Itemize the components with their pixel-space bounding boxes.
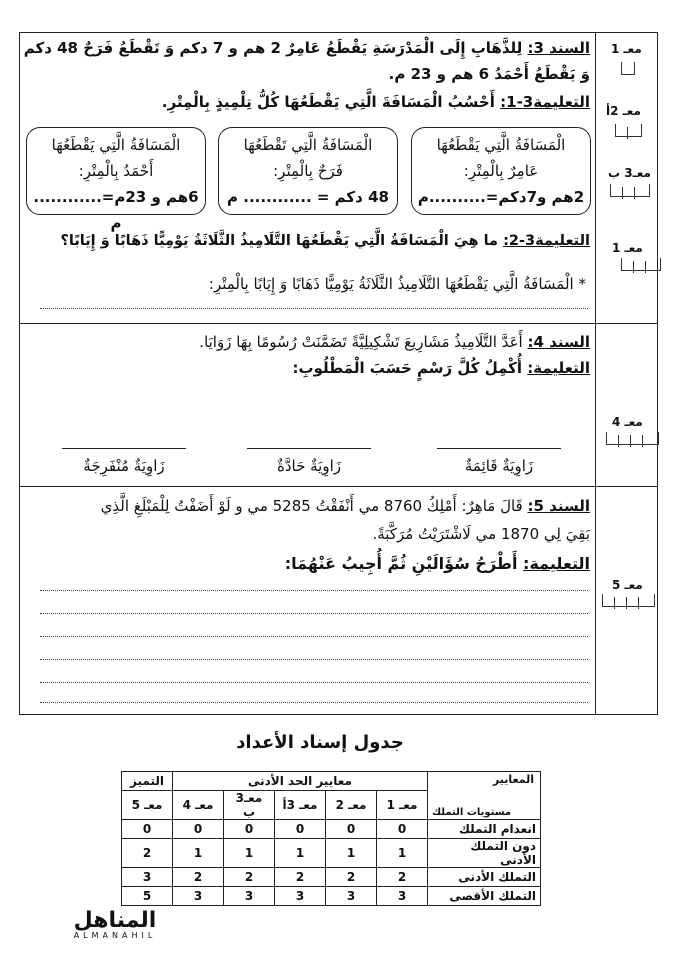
angle-label-acute: زَاوِيَةٌ حَادَّةٌ (276, 457, 342, 475)
angle-label-obtuse: زَاوِيَةٌ مُنْفَرِجَةٌ (83, 457, 165, 475)
scoring-table-title: جدول إسناد الأعداد (236, 732, 404, 753)
score-box[interactable] (606, 432, 659, 445)
score-box[interactable] (615, 124, 642, 137)
section4-line: السند 4: أَعَدَّ التَّلَامِيذُ مَشَارِيعَ تَشْكِيلِيَّةً تَضَمَّنَتْ رُسُومًا بِهَا زَوَايَا. (199, 333, 590, 351)
section4-title: السند 4: (527, 333, 590, 351)
criterion-header: معـ 5 (122, 791, 173, 820)
task32-answer-prompt: * الْمَسَافَةُ الَّتِي يَقْطَعُهَا التَّلَامِيذُ الثَّلَاثَةُ يَوْمِيًّا ذَهَابًا وَ إِيَابًا بِالْمِتْرِ: (208, 275, 586, 293)
task32: التعليمة3-2: ما هِيَ الْمَسَافَةُ الَّتِي يَقْطَعُهَا التَّلَامِيذُ الثَّلَاثَةُ يَوْمِيًّا ذَهَابًا وَ إِيَابًا؟ (60, 233, 590, 249)
criterion-header: معـ 2 (326, 791, 377, 820)
section3-line1: السند 3: لِلذَّهَابِ إِلَى الْمَدْرَسَةِ يَقْطَعُ عَامِرٌ 2 هم و 7 دكم وَ تَقْطَعُ فَرَحٌ 48 دكم (23, 39, 590, 57)
task32-label: التعليمة3-2: (503, 233, 590, 249)
table-row: التملك الأدنى 2 2 2 2 2 3 (122, 868, 541, 887)
score-box[interactable] (602, 594, 655, 607)
section4-task-label: التعليمة: (527, 359, 590, 377)
answer-line[interactable] (40, 636, 588, 637)
section5-line1: السند 5: قَالَ مَاهِرٌ: أَمْلِكُ 8760 مي أَنْفَقْتُ 5285 مي و لَوْ أَضَفْتُ لِلْمَبْلَغِ الَّذِي (100, 497, 590, 515)
distance-box-ahmed: الْمَسَافَةُ الَّتِي يَقْطَعُهَا أَحْمَدُ بِالْمِتْرِ: 6هم و 23م=............ م (26, 127, 206, 215)
criterion-label: معـ 1 (612, 241, 643, 255)
section5-title: السند 5: (527, 497, 590, 515)
criterion-label: معـ 2أ (606, 104, 641, 118)
answer-blank[interactable]: 2هم و7دكم=..........م (417, 188, 585, 206)
task31-label: التعليمة3-1: (500, 93, 590, 111)
criterion-label: معـ 5 (612, 578, 643, 592)
logo-main: المناهل (73, 908, 157, 933)
answer-blank[interactable]: 6هم و 23م=............ م (33, 188, 199, 232)
table-corner-cell: المعايير مستويات التملك (428, 772, 541, 820)
distance-box-farah: الْمَسَافَةُ الَّتِي تَقْطَعُهَا فَرَحٌ بِالْمِتْرِ: 48 دكم = ............ م (218, 127, 398, 215)
table-row: التملك الأقصى 3 3 3 3 3 5 (122, 887, 541, 906)
answer-line[interactable] (40, 659, 588, 660)
criterion-header: معـ3 ب (224, 791, 275, 820)
logo-sub: ALMANAHIL (73, 931, 157, 940)
section3-title: السند 3: (527, 39, 590, 57)
criterion-label: معـ 1 (611, 42, 642, 56)
table-row: انعدام التملك 0 0 0 0 0 0 (122, 820, 541, 839)
criterion-label: معـ 4 (612, 415, 643, 429)
table-row: دون التملك الأدنى 1 1 1 1 1 2 (122, 839, 541, 868)
score-box[interactable] (610, 184, 650, 197)
excellence-header: التميز (122, 772, 173, 791)
angle-drawing-line[interactable] (62, 448, 186, 449)
angle-label-right: زَاوِيَةٌ قَائِمَةٌ (464, 457, 534, 475)
angle-drawing-line[interactable] (437, 448, 561, 449)
angle-drawing-line[interactable] (247, 448, 371, 449)
section-divider-2 (19, 486, 658, 487)
scoring-table (121, 771, 541, 906)
section3-line2: وَ يَقْطَعُ أَحْمَدُ 6 هم و 23 م. (388, 65, 590, 83)
score-box[interactable] (621, 62, 635, 75)
answer-line[interactable] (40, 682, 588, 683)
criterion-header: معـ 4 (173, 791, 224, 820)
section5-line2: بَقِيَ لِي 1870 مي لَاشْتَرَيْتُ مُرَكَّبَةً. (372, 525, 590, 543)
answer-line[interactable] (40, 590, 588, 591)
criterion-header: معـ 3أ (275, 791, 326, 820)
section-divider-1 (19, 323, 658, 324)
answer-line[interactable] (40, 702, 588, 703)
almanahil-logo (55, 908, 175, 950)
margin-divider (595, 32, 596, 715)
criterion-header: معـ 1 (377, 791, 428, 820)
distance-box-amer: الْمَسَافَةُ الَّتِي يَقْطَعُهَا عَامِرٌ بِالْمِتْرِ: 2هم و7دكم=..........م (411, 127, 591, 215)
criterion-label: معـ3 ب (608, 166, 651, 180)
section5-task: التعليمة: أَطْرَحُ سُؤَالَيْنِ ثُمَّ أُجِيبُ عَنْهُمَا: (284, 554, 590, 573)
min-criteria-header: معايير الحد الأدنى (173, 772, 428, 791)
answer-line[interactable] (40, 308, 588, 309)
section4-task: التعليمة: أُكْمِلُ كُلَّ رَسْمٍ حَسَبَ الْمَطْلُوبِ: (292, 359, 590, 377)
score-box[interactable] (621, 258, 661, 271)
task31: التعليمة3-1: أَحْسُبُ الْمَسَافَةَ الَّتِي يَقْطَعُهَا كُلُّ تِلْمِيذٍ بِالْمِتْرِ. (161, 93, 590, 111)
answer-line[interactable] (40, 613, 588, 614)
answer-blank[interactable]: 48 دكم = ............ م (227, 188, 389, 206)
section5-task-label: التعليمة: (523, 554, 590, 573)
